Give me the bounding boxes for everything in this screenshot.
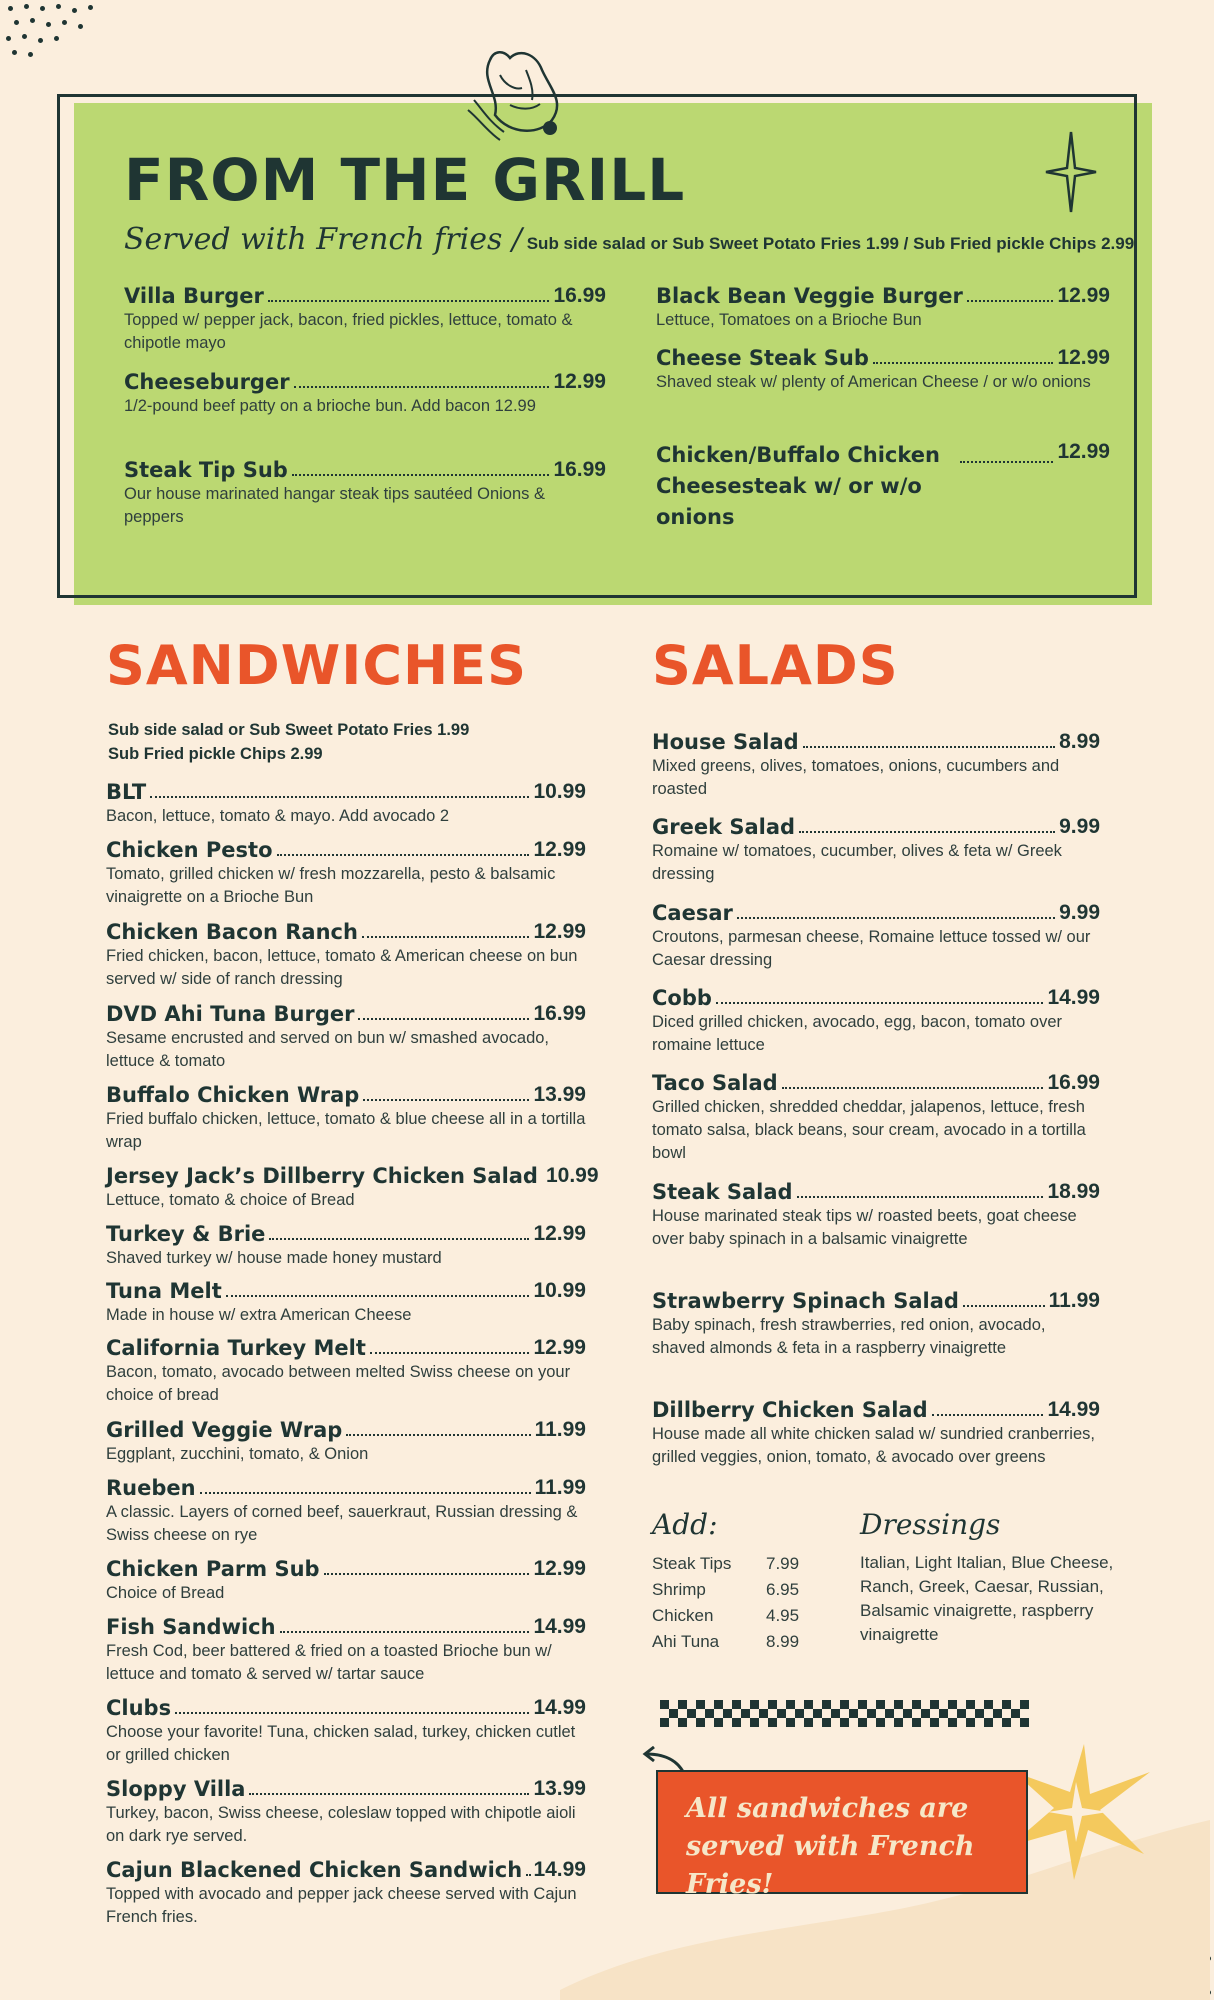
item-description: House made all white chicken salad w/ sundried cranberries, grilled veggies, onion, tomato, & avocado over greens [652, 1425, 1095, 1466]
item-description: House marinated steak tips w/ roasted beets, goat cheese over baby spinach in a balsamic vinaigrette [652, 1207, 1077, 1248]
item-price: 16.99 [533, 1002, 586, 1025]
dotted-leader [249, 1792, 529, 1795]
item-name: Taco Salad [652, 1071, 778, 1095]
menu-item [106, 1336, 586, 1407]
dotted-leader [963, 1304, 1045, 1307]
dotted-leader [150, 795, 529, 798]
item-name: House Salad [652, 730, 799, 754]
item-description: A classic. Layers of corned beef, sauerkraut, Russian dressing & Swiss cheese on rye [106, 1503, 578, 1544]
item-price: 14.99 [533, 1858, 586, 1881]
item-price: 12.99 [533, 1557, 586, 1580]
fries-banner-line: All sandwiches are [686, 1793, 969, 1824]
item-name: Rueben [106, 1476, 196, 1500]
menu-item [652, 1180, 1100, 1251]
item-description: Our house marinated hangar steak tips sautéed Onions & peppers [124, 485, 545, 526]
item-price: 10.99 [545, 1164, 599, 1187]
item-name: Steak Salad [652, 1180, 793, 1204]
add-on-price: 4.95 [766, 1606, 800, 1625]
item-name: California Turkey Melt [106, 1336, 366, 1360]
menu-item [106, 1002, 586, 1073]
dotted-leader [277, 853, 530, 856]
item-description: Croutons, parmesan cheese, Romaine lettuce tossed w/ our Caesar dressing [652, 928, 1091, 969]
item-name: Steak Tip Sub [124, 458, 288, 482]
item-price: 12.99 [533, 1222, 586, 1245]
menu-item [106, 1615, 586, 1686]
add-on-name: Chicken [652, 1606, 714, 1625]
dotted-leader [370, 1351, 530, 1354]
menu-item [106, 920, 586, 991]
fries-banner [656, 1770, 1028, 1900]
dotted-leader [358, 1017, 529, 1020]
item-price: 12.99 [1057, 440, 1110, 463]
item-price: 8.99 [1059, 730, 1100, 753]
sandwiches-title: SANDWICHES [106, 634, 527, 697]
item-name: Tuna Melt [106, 1279, 222, 1303]
dotted-leader [782, 1086, 1044, 1089]
item-price: 16.99 [553, 458, 606, 481]
grill-title: FROM THE GRILL [124, 146, 686, 214]
decorative-dots-top-left [0, 0, 100, 60]
item-price: 10.99 [533, 1279, 586, 1302]
salads-title: SALADS [652, 634, 899, 697]
item-name: Cheeseburger [124, 370, 290, 394]
dotted-leader [737, 916, 1055, 919]
dotted-leader [932, 1413, 1044, 1416]
menu-item [124, 284, 606, 355]
item-name: DVD Ahi Tuna Burger [106, 1002, 355, 1026]
item-name: Grilled Veggie Wrap [106, 1418, 343, 1442]
menu-item [652, 901, 1100, 972]
dotted-leader [716, 1001, 1044, 1004]
dotted-leader [799, 830, 1055, 833]
menu-item [106, 780, 586, 828]
add-on-name: Shrimp [652, 1580, 706, 1599]
item-name: Chicken/Buffalo Chicken Cheesesteak w/ or w/o onions [656, 443, 940, 529]
menu-item [106, 1279, 586, 1327]
item-price: 14.99 [533, 1615, 586, 1638]
menu-item [124, 458, 606, 529]
item-name: Buffalo Chicken Wrap [106, 1083, 360, 1107]
item-description: 1/2-pound beef patty on a brioche bun. Add bacon 12.99 [124, 397, 536, 415]
item-description: Choose your favorite! Tuna, chicken salad, turkey, chicken cutlet or grilled chicken [106, 1723, 576, 1764]
menu-item [124, 370, 606, 418]
menu-item [652, 815, 1100, 886]
item-name: Jersey Jack’s Dillberry Chicken Salad [106, 1164, 538, 1188]
item-name: Black Bean Veggie Burger [656, 284, 963, 308]
add-on-row [652, 1577, 799, 1603]
grill-subtitle-options: Sub side salad or Sub Sweet Potato Fries 1.99 / Sub Fried pickle Chips 2.99 [522, 234, 1135, 253]
dotted-leader [526, 1873, 529, 1876]
grill-subtitle-script: Served with French fries / [124, 222, 522, 257]
dressings-title: Dressings [860, 1508, 1001, 1541]
item-description: Choice of Bread [106, 1584, 225, 1602]
item-description: Turkey, bacon, Swiss cheese, coleslaw topped with chipotle aioli on dark rye served. [106, 1804, 576, 1845]
dotted-leader [200, 1491, 531, 1494]
menu-item [106, 1164, 599, 1212]
sandwiches-note-line: Sub Fried pickle Chips 2.99 [108, 745, 323, 763]
sparkle-icon [1044, 130, 1098, 214]
add-on-row [652, 1551, 799, 1577]
item-price: 11.99 [534, 1418, 586, 1441]
item-name: Villa Burger [124, 284, 264, 308]
item-name: Cajun Blackened Chicken Sandwich [106, 1858, 523, 1882]
item-description: Fried chicken, bacon, lettuce, tomato & American cheese on bun served w/ side of ranch dressing [106, 947, 578, 988]
item-price: 14.99 [533, 1696, 586, 1719]
item-price: 13.99 [533, 1083, 586, 1106]
item-description: Romaine w/ tomatoes, cucumber, olives & feta w/ Greek dressing [652, 842, 1062, 883]
item-price: 12.99 [553, 370, 606, 393]
add-ons-title: Add: [652, 1508, 718, 1541]
dotted-leader [803, 745, 1055, 748]
dotted-leader [873, 361, 1054, 364]
menu-item [656, 284, 1110, 332]
item-description: Lettuce, Tomatoes on a Brioche Bun [656, 311, 922, 329]
item-name: Cobb [652, 986, 712, 1010]
fries-banner-text [686, 1790, 1016, 1904]
item-price: 12.99 [533, 920, 586, 943]
grill-subtitle [124, 222, 1135, 257]
menu-item [106, 838, 586, 909]
menu-item [106, 1777, 586, 1848]
add-ons [652, 1508, 799, 1655]
item-name: Clubs [106, 1696, 172, 1720]
item-name: Cheese Steak Sub [656, 346, 869, 370]
item-name: Greek Salad [652, 815, 796, 839]
item-price: 12.99 [533, 1336, 586, 1359]
menu-item [106, 1696, 586, 1767]
menu-item [656, 346, 1110, 394]
dotted-leader [269, 1237, 529, 1240]
fries-banner-line: served with French Fries! [686, 1831, 975, 1900]
item-description: Mixed greens, olives, tomatoes, onions, cucumbers and roasted [652, 757, 1060, 798]
item-name: Chicken Bacon Ranch [106, 920, 358, 944]
item-description: Shaved steak w/ plenty of American Cheese / or w/o onions [656, 373, 1091, 391]
menu-item [656, 440, 1110, 533]
menu-item [106, 1858, 586, 1929]
item-name: Strawberry Spinach Salad [652, 1289, 959, 1313]
item-description: Bacon, lettuce, tomato & mayo. Add avocado 2 [106, 807, 450, 825]
item-price: 9.99 [1059, 815, 1100, 838]
item-description: Diced grilled chicken, avocado, egg, bacon, tomato over romaine lettuce [652, 1013, 1062, 1054]
menu-item [652, 1071, 1100, 1165]
item-price: 12.99 [1057, 284, 1110, 307]
dotted-leader [294, 385, 550, 388]
item-description: Eggplant, zucchini, tomato, & Onion [106, 1445, 369, 1463]
item-name: Caesar [652, 901, 733, 925]
item-description: Topped with avocado and pepper jack cheese served with Cajun French fries. [106, 1885, 577, 1926]
item-description: Shaved turkey w/ house made honey mustard [106, 1249, 442, 1267]
item-description: Lettuce, tomato & choice of Bread [106, 1191, 355, 1209]
item-name: BLT [106, 780, 147, 804]
item-price: 12.99 [533, 838, 586, 861]
item-description: Sesame encrusted and served on bun w/ smashed avocado, lettuce & tomato [106, 1029, 550, 1070]
item-description: Bacon, tomato, avocado between melted Swiss cheese on your choice of bread [106, 1363, 571, 1404]
dotted-leader [967, 299, 1054, 302]
menu-item [106, 1476, 586, 1547]
checkered-strip-icon [660, 1700, 1030, 1728]
item-price: 13.99 [533, 1777, 586, 1800]
dotted-leader [346, 1433, 530, 1436]
dressings-list: Italian, Light Italian, Blue Cheese, Ranch, Greek, Caesar, Russian, Balsamic vinaigrette, raspberry vinaigrette [860, 1553, 1114, 1644]
item-description: Fresh Cod, beer battered & fried on a toasted Brioche bun w/ lettuce and tomato & served w/ tartar sauce [106, 1642, 552, 1683]
dotted-leader [797, 1195, 1044, 1198]
item-description: Grilled chicken, shredded cheddar, jalapenos, lettuce, fresh tomato salsa, black beans, sour cream, avocado in a tortilla bowl [652, 1098, 1086, 1162]
item-description: Made in house w/ extra American Cheese [106, 1306, 412, 1324]
item-description: Fried buffalo chicken, lettuce, tomato & blue cheese all in a tortilla wrap [106, 1110, 586, 1151]
item-price: 16.99 [553, 284, 606, 307]
item-price: 10.99 [533, 780, 586, 803]
item-description: Topped w/ pepper jack, bacon, fried pickles, lettuce, tomato & chipotle mayo [124, 311, 573, 352]
item-name: Chicken Pesto [106, 838, 273, 862]
sandwiches-note-line: Sub side salad or Sub Sweet Potato Fries 1.99 [108, 721, 470, 739]
add-on-price: 7.99 [766, 1554, 800, 1573]
chef-illustration-icon [460, 40, 580, 150]
dotted-leader [226, 1294, 530, 1297]
dotted-leader [362, 935, 530, 938]
item-description: Baby spinach, fresh strawberries, red onion, avocado, shaved almonds & feta in a raspberry vinaigrette [652, 1316, 1046, 1357]
item-name: Chicken Parm Sub [106, 1557, 320, 1581]
menu-item [652, 1398, 1100, 1469]
add-on-price: 6.95 [766, 1580, 800, 1599]
menu-item [106, 1222, 586, 1270]
add-on-row [652, 1603, 799, 1629]
menu-item [652, 986, 1100, 1057]
item-name: Turkey & Brie [106, 1222, 266, 1246]
dotted-leader [324, 1572, 530, 1575]
dotted-leader [363, 1098, 529, 1101]
add-on-row [652, 1629, 799, 1655]
add-on-name: Steak Tips [652, 1554, 732, 1573]
dotted-leader [960, 460, 1053, 463]
dotted-leader [268, 299, 550, 302]
menu-item [106, 1557, 586, 1605]
dotted-leader [292, 473, 550, 476]
sandwiches-note [108, 718, 469, 766]
item-name: Sloppy Villa [106, 1777, 246, 1801]
dotted-leader [280, 1630, 530, 1633]
dressings [860, 1508, 1140, 1647]
item-description: Tomato, grilled chicken w/ fresh mozzarella, pesto & balsamic vinaigrette on a Brioche Bun [106, 865, 556, 906]
item-price: 16.99 [1047, 1071, 1100, 1094]
menu-item [106, 1083, 586, 1154]
dotted-leader [175, 1711, 529, 1714]
item-price: 14.99 [1047, 1398, 1100, 1421]
item-price: 14.99 [1047, 986, 1100, 1009]
menu-item [652, 1289, 1100, 1360]
item-price: 9.99 [1059, 901, 1100, 924]
item-price: 18.99 [1047, 1180, 1100, 1203]
item-price: 12.99 [1057, 346, 1110, 369]
menu-item [652, 730, 1100, 801]
item-name: Dillberry Chicken Salad [652, 1398, 928, 1422]
item-price: 11.99 [534, 1476, 586, 1499]
item-name: Fish Sandwich [106, 1615, 276, 1639]
add-on-name: Ahi Tuna [652, 1632, 720, 1651]
menu-item [106, 1418, 586, 1466]
item-price: 11.99 [1048, 1289, 1100, 1312]
add-on-price: 8.99 [766, 1632, 800, 1651]
